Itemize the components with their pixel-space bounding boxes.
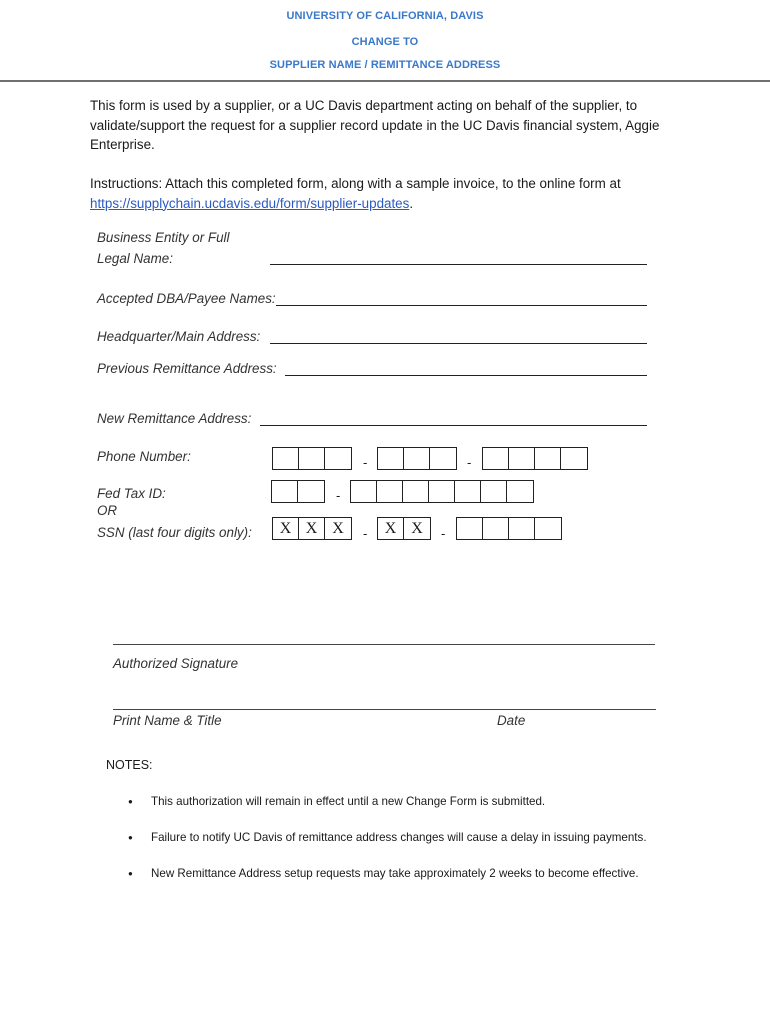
phone-label: Phone Number: — [97, 449, 191, 464]
fedtax-dash: - — [336, 488, 341, 503]
header-university: UNIVERSITY OF CALIFORNIA, DAVIS — [286, 10, 484, 22]
note-item: ● This authorization will remain in effect until a new Change Form is submitted. — [128, 794, 647, 830]
new-remit-field[interactable] — [260, 425, 647, 426]
fedtax-main-boxes[interactable] — [350, 480, 534, 503]
authorized-signature-label: Authorized Signature — [113, 656, 239, 671]
fedtax-label: Fed Tax ID: — [97, 486, 166, 501]
entity-label-line1: Business Entity or Full — [97, 230, 230, 245]
ssn-box: X — [273, 518, 299, 539]
ssn-box: X — [411, 519, 423, 537]
notes-list — [128, 794, 647, 902]
header-change-to: CHANGE TO — [351, 36, 419, 48]
or-label: OR — [97, 503, 118, 518]
entity-name-field[interactable] — [270, 264, 647, 265]
header-form-title: SUPPLIER NAME / REMITTANCE ADDRESS — [269, 59, 501, 71]
note-item: ● Failure to notify UC Davis of remittance address changes will cause a delay in issuing payments. — [128, 830, 647, 866]
new-remit-label: New Remittance Address: — [97, 411, 252, 426]
notes-heading: NOTES: — [106, 758, 153, 772]
phone-area-code-boxes[interactable] — [272, 447, 352, 470]
phone-line-boxes[interactable] — [482, 447, 588, 470]
supplier-updates-link[interactable]: https://supplychain.ucdavis.edu/form/supplier-updates — [90, 195, 410, 211]
ssn-box: X — [299, 518, 325, 539]
ssn-box: X — [378, 518, 404, 539]
hq-address-field[interactable] — [270, 343, 647, 344]
ssn-group1-boxes — [272, 517, 352, 540]
phone-prefix-boxes[interactable] — [377, 447, 457, 470]
header-divider — [0, 80, 770, 82]
ssn-label: SSN (last four digits only): — [97, 525, 252, 540]
prev-remit-field[interactable] — [285, 375, 647, 376]
instructions-period: . — [409, 195, 414, 211]
prev-remit-label: Previous Remittance Address: — [97, 361, 277, 376]
phone-dash-1: - — [363, 455, 368, 470]
dba-field[interactable] — [276, 305, 647, 306]
dba-label: Accepted DBA/Payee Names: — [97, 291, 276, 306]
ssn-dash-1: - — [363, 526, 368, 541]
date-label: Date — [497, 713, 526, 728]
fedtax-prefix-boxes[interactable] — [271, 480, 325, 503]
signature-line[interactable] — [113, 644, 655, 645]
instructions-text: Instructions: Attach this completed form, along with a sample invoice, to the online form at — [90, 176, 621, 191]
instructions-paragraph — [90, 174, 690, 213]
ssn-dash-2: - — [441, 526, 446, 541]
intro-paragraph: This form is used by a supplier, or a UC Davis department acting on behalf of the supplier, to validate/support the request for a supplier record update in the UC Davis financial system, Aggie Enterprise. — [90, 98, 660, 152]
ssn-group2-boxes — [377, 517, 431, 540]
print-name-label: Print Name & Title — [113, 713, 222, 728]
print-name-line[interactable] — [113, 709, 656, 710]
hq-address-label: Headquarter/Main Address: — [97, 329, 261, 344]
entity-label-line2: Legal Name: — [97, 251, 173, 266]
note-item: ● New Remittance Address setup requests may take approximately 2 weeks to become effective. — [128, 866, 647, 902]
phone-dash-2: - — [467, 455, 472, 470]
ssn-box: X — [332, 519, 344, 537]
ssn-last-four-boxes[interactable] — [456, 517, 562, 540]
